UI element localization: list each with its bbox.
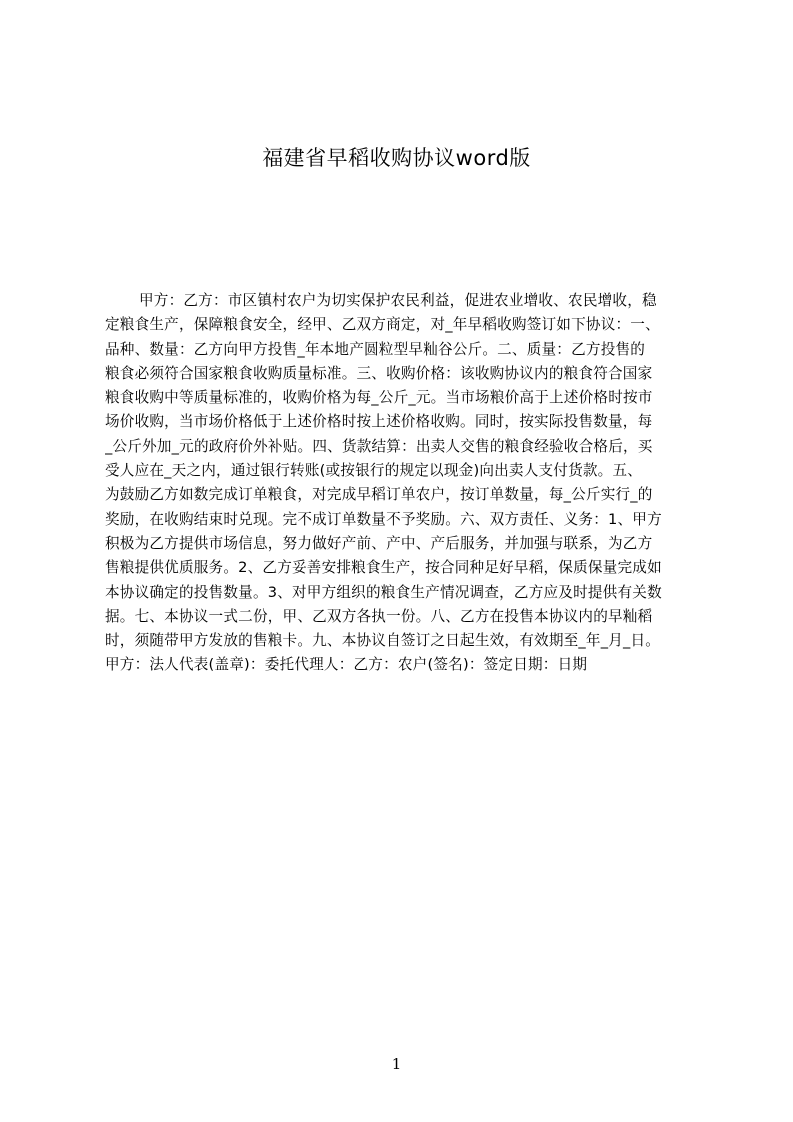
agreement-body [105, 289, 699, 678]
body-line-14: 据。七、本协议一式二份，甲、乙双方各执一份。八、乙方在投售本协议内的早籼稻 [105, 607, 653, 625]
body-line-11: 积极为乙方提供市场信息，努力做好产前、产中、产后服务，并加强与联系，为乙方 [105, 534, 653, 552]
body-line-10: 奖励，在收购结束时兑现。完不成订单数量不予奖励。六、双方责任、义务：1、甲方 [105, 510, 662, 528]
body-line-13: 本协议确定的投售数量。3、对甲方组织的粮食生产情况调查，乙方应及时提供有关数 [105, 583, 662, 601]
body-line-7: _公斤外加_元的政府价外补贴。四、货款结算：出卖人交售的粮食经验收合格后，买 [105, 437, 653, 455]
body-line-1: 甲方：乙方：市区镇村农户为切实保护农民利益，促进农业增收、农民增收，稳 [139, 292, 657, 309]
body-line-3: 品种、数量：乙方向甲方投售_年本地产圆粒型早籼谷公斤。二、质量：乙方投售的 [105, 340, 646, 358]
body-line-8: 受人应在_天之内，通过银行转账(或按银行的规定以现金)向出卖人支付货款。五、 [105, 462, 643, 480]
document-title: 福建省早稻收购协议word版 [262, 146, 531, 170]
body-line-2: 定粮食生产，保障粮食安全，经甲、乙双方商定，对_年早稻收购签订如下协议：一、 [105, 316, 660, 334]
body-line-12: 售粮提供优质服务。2、乙方妥善安排粮食生产，按合同种足好早稻，保质保量完成如 [105, 559, 662, 577]
body-line-5: 粮食收购中等质量标准的，收购价格为每_公斤_元。当市场粮价高于上述价格时按市 [105, 389, 653, 407]
signature-line: 甲方：法人代表(盖章)：委托代理人：乙方：农户(签名)：签定日期：日期 [105, 656, 588, 674]
body-line-15: 时，须随带甲方发放的售粮卡。九、本协议自签订之日起生效，有效期至_年_月_日。 [105, 632, 661, 650]
body-line-6: 场价收购，当市场价格低于上述价格时按上述价格收购。同时，按实际投售数量，每 [105, 413, 653, 431]
page-number: 1 [391, 1055, 402, 1073]
body-line-4: 粮食必须符合国家粮食收购质量标准。三、收购价格：该收购协议内的粮食符合国家 [105, 364, 653, 382]
body-line-9: 为鼓励乙方如数完成订单粮食，对完成早稻订单农户，按订单数量，每_公斤实行_的 [105, 486, 653, 504]
